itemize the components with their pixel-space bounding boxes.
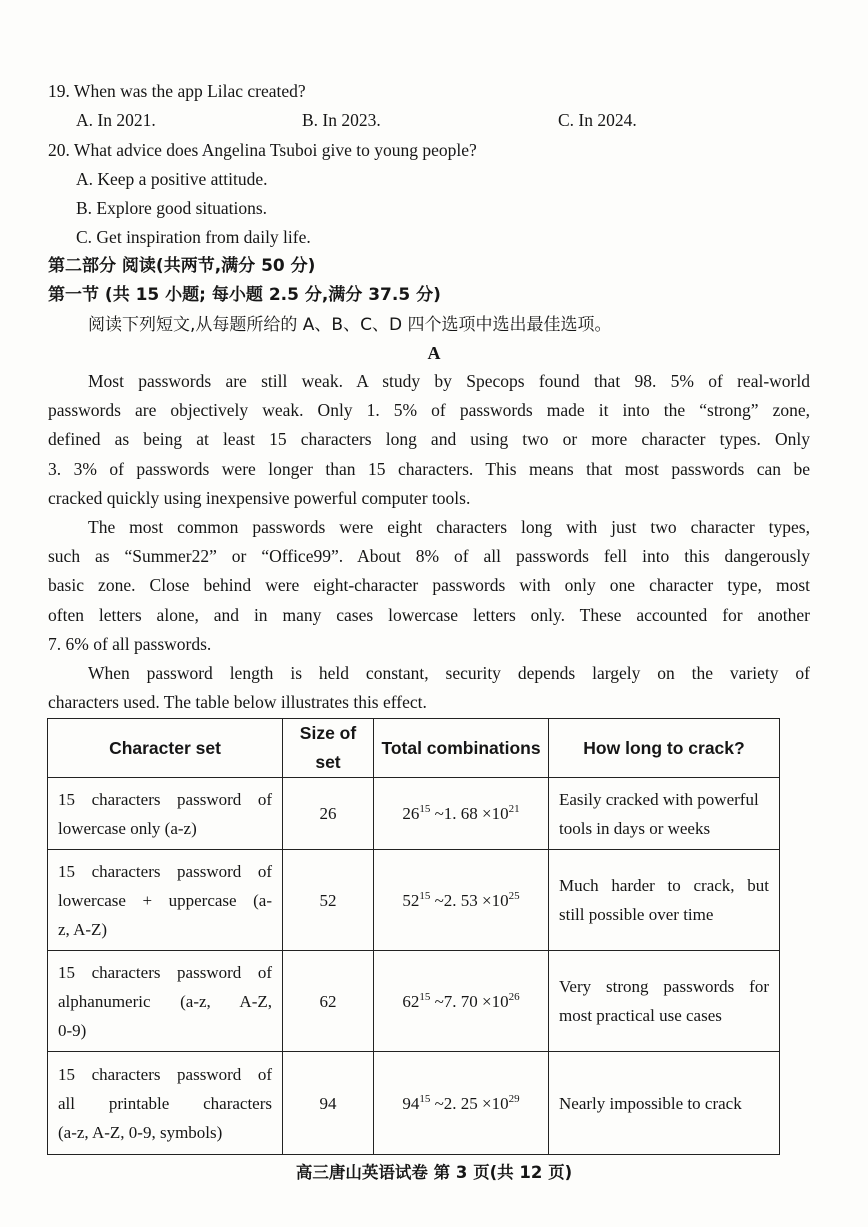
question-19-option-b: B. In 2023.: [302, 110, 381, 130]
section-sub-title: 第一节 (共 15 小题; 每小题 2.5 分,满分 37.5 分): [48, 285, 441, 305]
cell-character-set: 15 characters password of all printable characters (a-z, A-Z, 0-9, symbols): [48, 1052, 283, 1155]
cell-size-of-set: 62: [283, 951, 374, 1052]
cell-character-set: 15 characters password of alphanumeric (a-z, A-Z, 0-9): [48, 951, 283, 1052]
question-20-option-c: C. Get inspiration from daily life.: [76, 227, 311, 247]
paragraph-line: cracked quickly using inexpensive powerful computer tools.: [48, 487, 471, 508]
table-row: [48, 951, 780, 1052]
page-footer: 高三唐山英语试卷 第 3 页(共 12 页): [295, 1163, 573, 1182]
paragraph-line: defined as being at least 15 characters long and using two or more character types. Only: [48, 429, 810, 450]
cell-character-set: 15 characters password of lowercase only (a-z): [48, 778, 283, 850]
cell-how-long-to-crack: Much harder to crack, but still possible over time: [549, 850, 780, 951]
question-19-stem: 19. When was the app Lilac created?: [48, 81, 306, 101]
question-19-option-a: A. In 2021.: [76, 110, 156, 130]
cell-how-long-to-crack: Easily cracked with powerful tools in days or weeks: [549, 778, 780, 850]
cell-total-combinations: $94^{15}$ ~2. $25 \times 10^{29}$: [374, 1052, 549, 1155]
cell-how-long-to-crack: Nearly impossible to crack: [549, 1052, 780, 1155]
header-how-long-to-crack: How long to crack?: [549, 719, 780, 778]
table-row: [48, 1052, 780, 1155]
paragraph-line: passwords are objectively weak. Only 1. 5% of passwords made it into the “strong” zone,: [48, 400, 810, 421]
passage-paragraph-3: [48, 659, 810, 717]
cell-size-of-set: 94: [283, 1052, 374, 1155]
table-row: [48, 850, 780, 951]
paragraph-line: such as “Summer22” or “Office99”. About 8% of all passwords fell into this dangerously: [48, 546, 810, 567]
paragraph-line: When password length is held constant, security depends largely on the variety of: [88, 663, 810, 683]
password-strength-table: [47, 718, 780, 1155]
question-20-option-b: B. Explore good situations.: [76, 198, 268, 218]
question-20-option-a: A. Keep a positive attitude.: [76, 169, 268, 189]
paragraph-line: Most passwords are still weak. A study by Specops found that 98. 5% of real-world: [88, 371, 810, 391]
table-header-row: [48, 719, 780, 778]
cell-total-combinations: $52^{15}$ ~2. $53 \times 10^{25}$: [374, 850, 549, 951]
cell-size-of-set: 26: [283, 778, 374, 850]
cell-character-set: 15 characters password of lowercase + uppercase (a- z, A-Z): [48, 850, 283, 951]
header-size-of-set: Size of set: [283, 719, 374, 778]
question-19-option-c: C. In 2024.: [558, 110, 637, 130]
cell-total-combinations: $62^{15}$ ~7. $70 \times 10^{26}$: [374, 951, 549, 1052]
paragraph-line: characters used. The table below illustrates this effect.: [48, 692, 427, 713]
cell-size-of-set: 52: [283, 850, 374, 951]
paragraph-line: 3. 3% of passwords were longer than 15 characters. This means that most passwords can be: [48, 458, 810, 479]
paragraph-line: basic zone. Close behind were eight-character passwords with only one character type, most: [48, 575, 810, 596]
paragraph-line: 7. 6% of all passwords.: [48, 633, 212, 654]
passage-letter: A: [427, 343, 441, 363]
section-part-title: 第二部分 阅读(共两节,满分 50 分): [48, 256, 316, 276]
paragraph-line: The most common passwords were eight characters long with just two character types,: [88, 517, 810, 537]
passage-paragraph-2: [48, 513, 810, 659]
table-row: [48, 778, 780, 850]
header-character-set: Character set: [48, 719, 283, 778]
section-instruction: 阅读下列短文,从每题所给的 A、B、C、D 四个选项中选出最佳选项。: [88, 315, 612, 335]
header-total-combinations: Total combinations: [374, 719, 549, 778]
question-20-stem: 20. What advice does Angelina Tsuboi give to young people?: [48, 140, 477, 160]
passage-paragraph-1: [48, 367, 810, 513]
cell-how-long-to-crack: Very strong passwords for most practical use cases: [549, 951, 780, 1052]
paragraph-line: often letters alone, and in many cases lowercase letters only. These accounted for another: [48, 604, 810, 625]
cell-total-combinations: $26^{15}$ ~1. $68 \times 10^{21}$: [374, 778, 549, 850]
